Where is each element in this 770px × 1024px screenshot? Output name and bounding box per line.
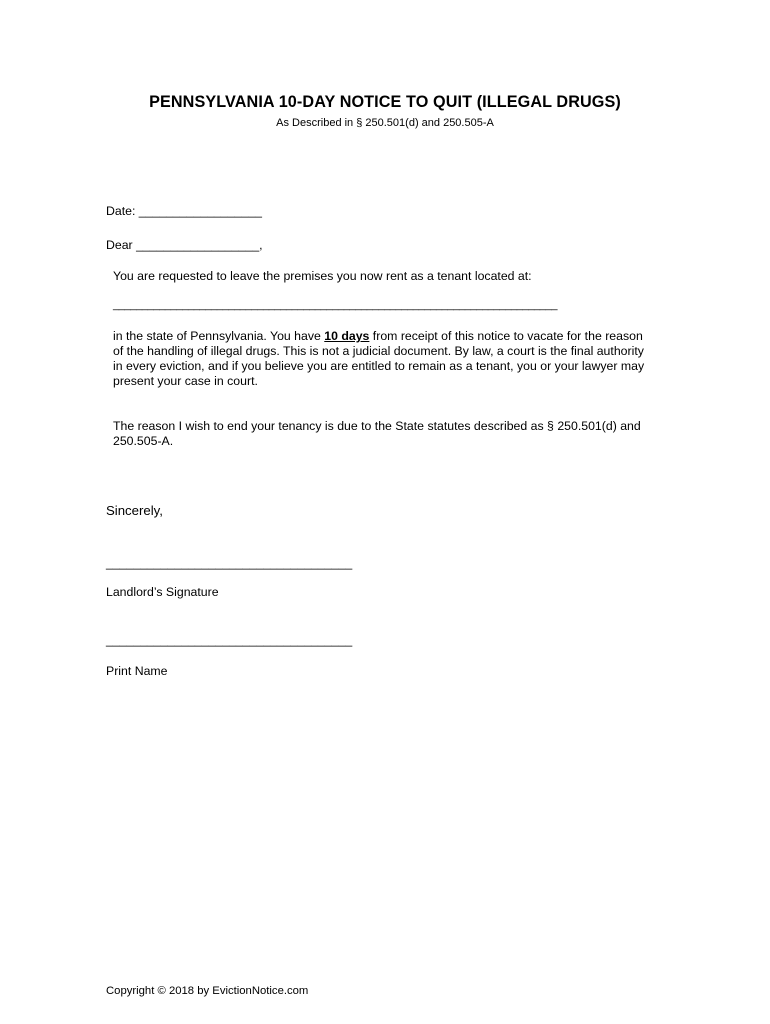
request-text: You are requested to leave the premises you now rent as a tenant located at: (113, 269, 532, 283)
notice-paragraph (113, 329, 648, 389)
notice-text-start: in the state of Pennsylvania. You have (113, 329, 325, 343)
address-blank: _____________________________________________________________________________ (113, 299, 558, 311)
document-title: PENNSYLVANIA 10-DAY NOTICE TO QUIT (ILLEGAL DRUGS) (149, 93, 621, 111)
signature-blank: ____________________________________ (106, 556, 353, 570)
copyright-footer: Copyright © 2018 by EvictionNotice.com (106, 985, 309, 997)
document-subtitle: As Described in § 250.501(d) and 250.505-A (276, 117, 494, 129)
signature-label: Landlord’s Signature (106, 585, 219, 599)
closing: Sincerely, (106, 503, 163, 518)
reason-text: The reason I wish to end your tenancy is due to the State statutes described as § 250.501(d) and 250.505-A. (113, 419, 641, 448)
days-highlight: 10 days (324, 329, 370, 343)
reason-paragraph (113, 419, 648, 449)
print-name-blank: ____________________________________ (106, 633, 353, 647)
print-name-label: Print Name (106, 664, 168, 678)
salutation-line: Dear __________________, (106, 238, 263, 252)
date-line: Date: __________________ (106, 204, 262, 218)
notice-text-rest: from receipt of this notice to vacate for the reason of the handling of illegal drugs. This is not a judicial document. By law, a court is the final authority in every eviction, and if you believe you are entitled to remain as a tenant, you or your lawyer may present your case in court. (113, 329, 645, 388)
